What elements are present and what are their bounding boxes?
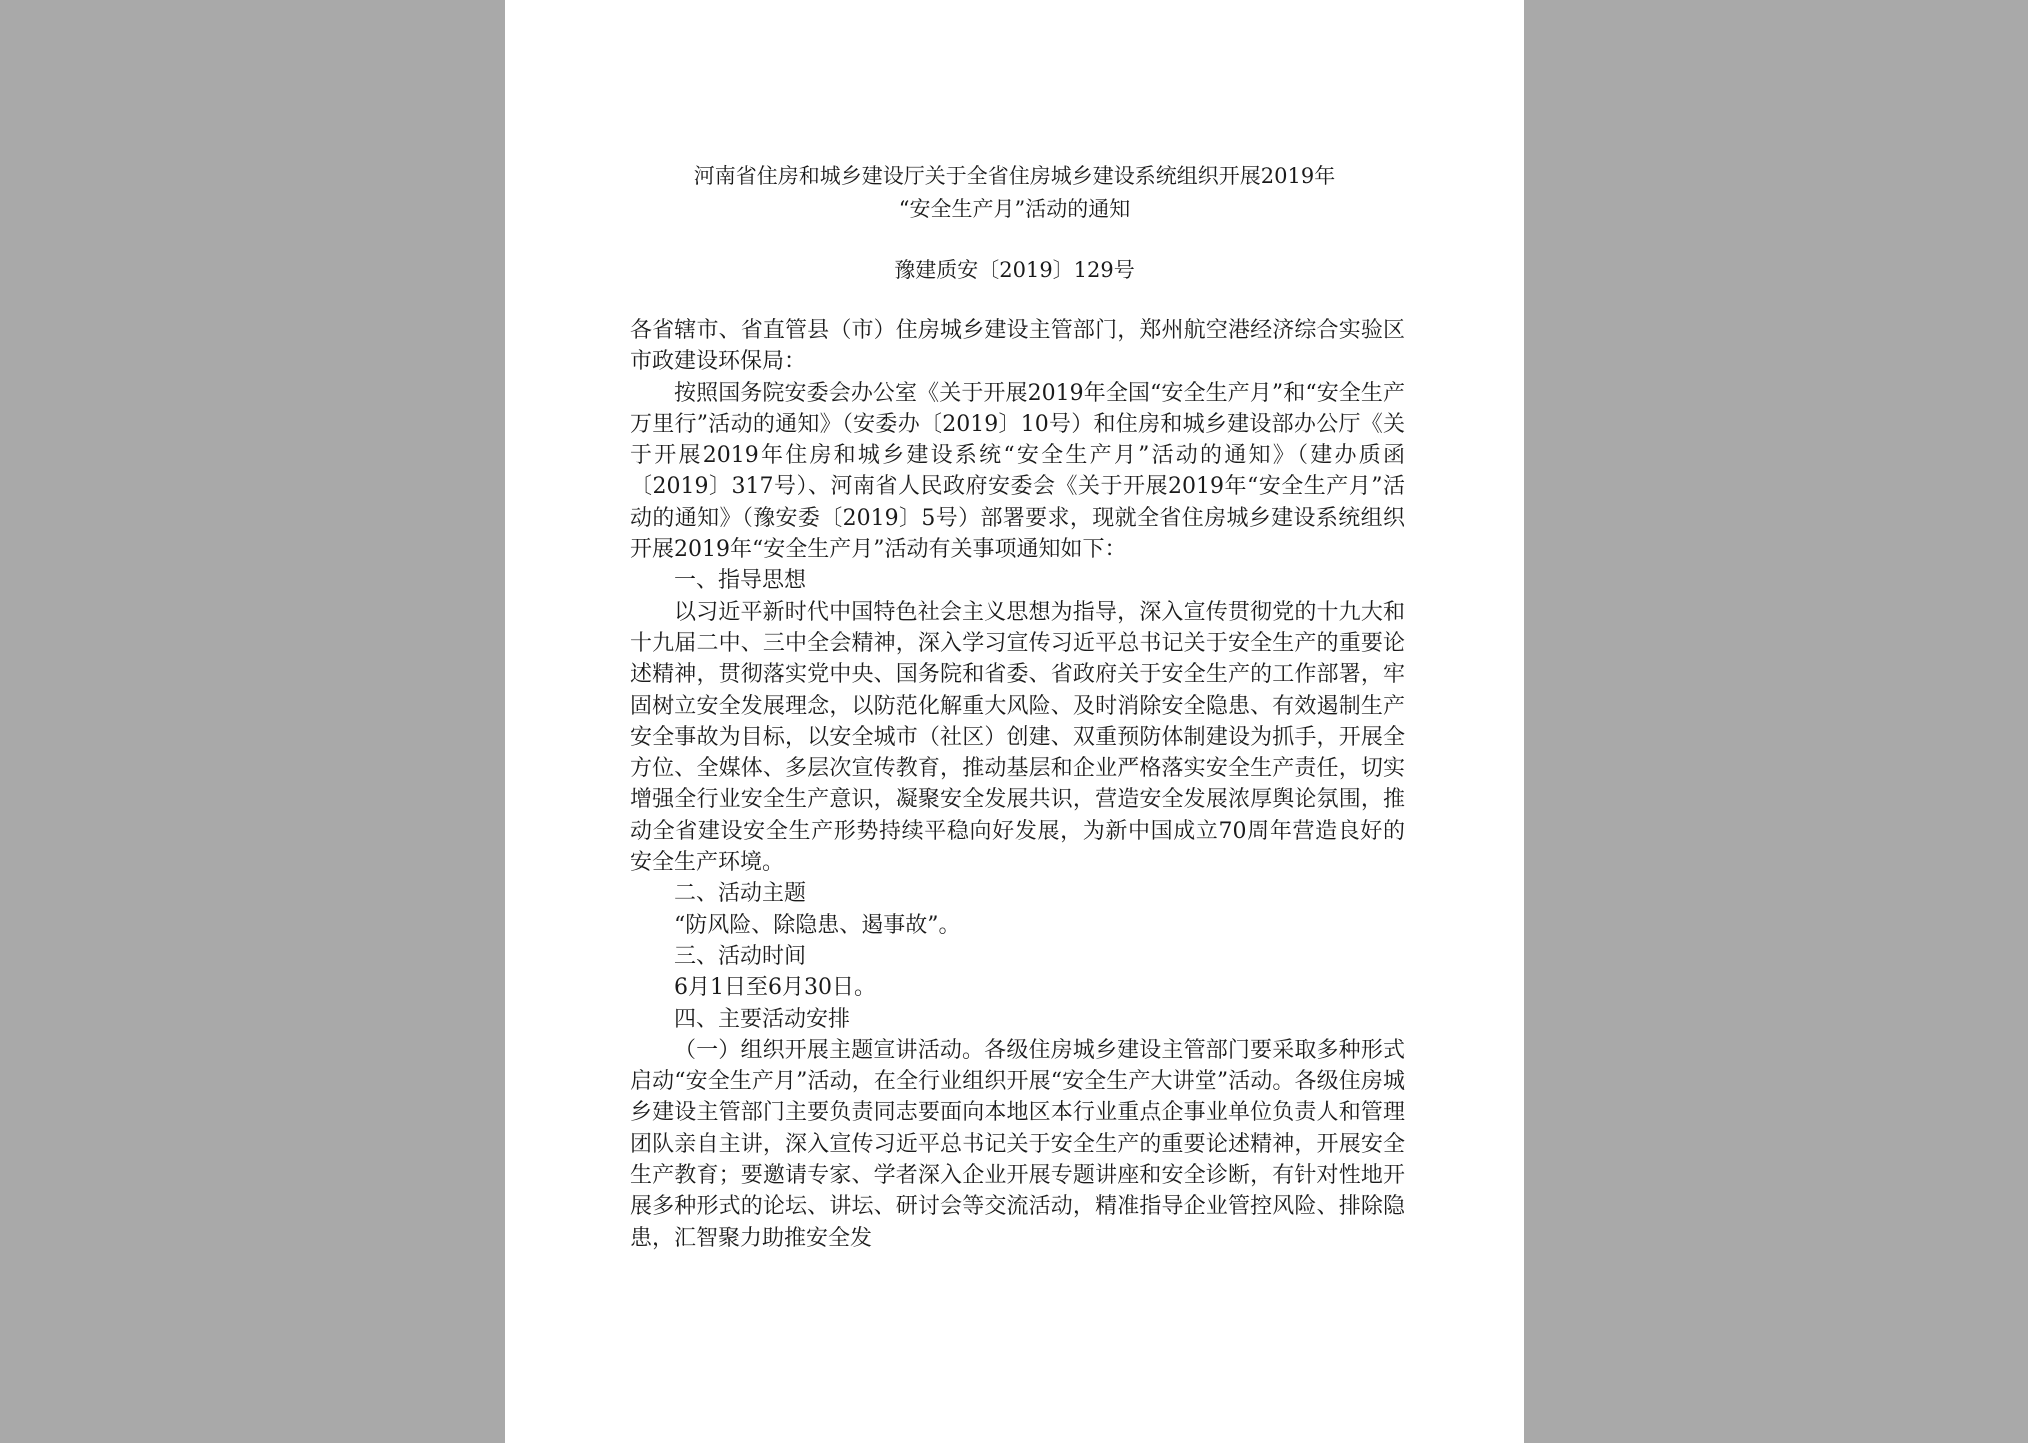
paragraph-salutation: 各省辖市、省直管县（市）住房城乡建设主管部门，郑州航空港经济综合实验区市政建设环保局： [630,318,1405,375]
section-heading-activity-time: 三、活动时间 [674,943,807,969]
document-title [505,160,1524,226]
paragraph-arrangement-1: （一）组织开展主题宣讲活动。各级住房城乡建设主管部门要采取多种形式启动“安全生产月”活动，在全行业组织开展“安全生产大讲堂”活动。各级住房城乡建设主管部门主要负责同志要面向本地区本行业重点企事业单位负责人和管理团队亲自主讲，深入宣传习近平总书记关于安全生产的重要论述精神，开展安全生产教育；要邀请专家、学者深入企业开展专题讲座和安全诊断，有针对性地开展多种形式的论坛、讲坛、研讨会等交流活动，精准指导企业管控风险、排除隐患，汇智聚力助推安全发 [630,1037,1405,1251]
document-number: 豫建质安〔2019〕129号 [894,258,1135,282]
paragraph-activity-theme: “防风险、除隐患、遏事故”。 [674,912,961,938]
document-body [630,315,1405,1254]
paragraph-intro: 按照国务院安委会办公室《关于开展2019年全国“安全生产月”和“安全生产万里行”活动的通知》（安委办〔2019〕10号）和住房和城乡建设部办公厅《关于开展2019年住房和城乡建设系统“安全生产月”活动的通知》（建办质函〔2019〕317号）、河南省人民政府安委会《关于开展2019年“安全生产月”活动的通知》（豫安委〔2019〕5号）部署要求，现就全省住房城乡建设系统组织开展2019年“安全生产月”活动有关事项通知如下： [630,380,1405,563]
section-heading-guiding-ideology: 一、指导思想 [674,568,807,594]
section-heading-activity-theme: 二、活动主题 [674,881,807,907]
paragraph-activity-time: 6月1日至6月30日。 [674,975,876,1001]
title-line-1: 河南省住房和城乡建设厅关于全省住房城乡建设系统组织开展2019年 [693,164,1336,188]
paragraph-guiding-ideology: 以习近平新时代中国特色社会主义思想为指导，深入宣传贯彻党的十九大和十九届二中、三中全会精神，深入学习宣传习近平总书记关于安全生产的重要论述精神，贯彻落实党中央、国务院和省委、省政府关于安全生产的工作部署，牢固树立安全发展理念，以防范化解重大风险、及时消除安全隐患、有效遏制生产安全事故为目标，以安全城市（社区）创建、双重预防体制建设为抓手，开展全方位、全媒体、多层次宣传教育，推动基层和企业严格落实安全生产责任，切实增强全行业安全生产意识，凝聚安全发展共识，营造安全发展浓厚舆论氛围，推动全省建设安全生产形势持续平稳向好发展，为新中国成立70周年营造良好的安全生产环境。 [630,599,1405,876]
document-page [505,0,1524,1443]
section-heading-main-arrangements: 四、主要活动安排 [674,1006,851,1032]
title-line-2: “安全生产月”活动的通知 [898,197,1131,221]
